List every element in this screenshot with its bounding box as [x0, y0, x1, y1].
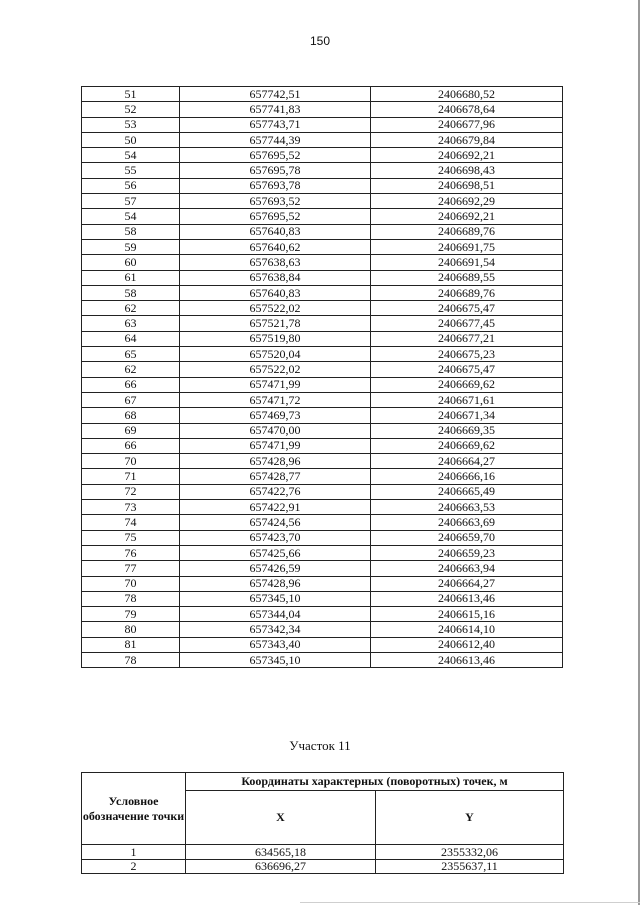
coordinate-y: 2406659,23	[371, 545, 563, 560]
coordinate-y: 2406615,16	[371, 607, 563, 622]
point-number: 55	[82, 163, 180, 178]
coordinates-table-body	[82, 87, 563, 668]
point-number: 66	[82, 377, 180, 392]
point-number: 56	[82, 178, 180, 193]
header-coordinates: Координаты характерных (поворотных) точек, м	[186, 773, 564, 791]
coordinate-y: 2406613,46	[371, 591, 563, 606]
point-number: 62	[82, 301, 180, 316]
table-row	[82, 652, 563, 667]
coordinate-y: 2406659,70	[371, 530, 563, 545]
table-row	[82, 301, 563, 316]
coordinate-x: 657423,70	[180, 530, 371, 545]
coordinate-y: 2406663,53	[371, 500, 563, 515]
coordinate-y: 2406612,40	[371, 637, 563, 652]
table-row	[82, 178, 563, 193]
point-number: 74	[82, 515, 180, 530]
table-row	[82, 163, 563, 178]
scan-edge-bottom	[300, 902, 640, 903]
coordinate-x: 657638,63	[180, 255, 371, 270]
table-row	[82, 331, 563, 346]
point-number: 67	[82, 392, 180, 407]
point-number: 72	[82, 484, 180, 499]
header-point-designation: Условное обозначение точки	[82, 773, 186, 845]
coordinate-x: 657695,52	[180, 209, 371, 224]
coordinate-x: 657422,91	[180, 500, 371, 515]
coordinate-y: 2406692,21	[371, 148, 563, 163]
coordinate-y: 2406663,69	[371, 515, 563, 530]
coordinate-x: 657471,72	[180, 392, 371, 407]
point-number: 70	[82, 454, 180, 469]
point-number: 53	[82, 117, 180, 132]
point-number: 54	[82, 209, 180, 224]
coordinate-x: 657343,40	[180, 637, 371, 652]
coordinate-x: 657428,96	[180, 454, 371, 469]
section-title: Участок 11	[289, 738, 351, 753]
coordinate-x: 657693,52	[180, 194, 371, 209]
coordinate-x: 657425,66	[180, 545, 371, 560]
table-row	[82, 239, 563, 254]
coordinate-y: 2406678,64	[371, 102, 563, 117]
point-number: 77	[82, 561, 180, 576]
point-number: 2	[82, 860, 186, 874]
coordinate-y: 2406675,47	[371, 301, 563, 316]
table-row	[82, 530, 563, 545]
point-number: 71	[82, 469, 180, 484]
table-row	[82, 132, 563, 147]
coordinate-x: 657424,56	[180, 515, 371, 530]
table-row	[82, 285, 563, 300]
point-number: 80	[82, 622, 180, 637]
coordinate-y: 2406664,27	[371, 454, 563, 469]
coordinate-x: 657428,96	[180, 576, 371, 591]
coordinate-x: 657744,39	[180, 132, 371, 147]
coordinate-y: 2355637,11	[376, 860, 564, 874]
coordinate-x: 657521,78	[180, 316, 371, 331]
coordinate-x: 657422,76	[180, 484, 371, 499]
table-row	[82, 148, 563, 163]
coordinate-y: 2406679,84	[371, 132, 563, 147]
table-row	[82, 561, 563, 576]
coordinate-y: 2406689,55	[371, 270, 563, 285]
point-number: 62	[82, 362, 180, 377]
coordinate-x: 657522,02	[180, 362, 371, 377]
point-number: 78	[82, 591, 180, 606]
table-row	[82, 454, 563, 469]
table-row	[82, 845, 564, 860]
coordinate-x: 657640,83	[180, 224, 371, 239]
table-row	[82, 194, 563, 209]
table-row	[82, 347, 563, 362]
coordinate-y: 2406664,27	[371, 576, 563, 591]
coordinate-y: 2355332,06	[376, 845, 564, 860]
coordinate-y: 2406663,94	[371, 561, 563, 576]
table-row	[82, 209, 563, 224]
coordinate-y: 2406669,35	[371, 423, 563, 438]
table-row	[82, 576, 563, 591]
table-row	[82, 102, 563, 117]
coordinate-x: 657640,62	[180, 239, 371, 254]
table-row	[82, 438, 563, 453]
coordinate-x: 657426,59	[180, 561, 371, 576]
coordinate-y: 2406671,34	[371, 408, 563, 423]
coordinate-x: 657695,52	[180, 148, 371, 163]
table-row	[82, 469, 563, 484]
table-row	[82, 423, 563, 438]
table-row	[82, 860, 564, 874]
coordinate-x: 657470,00	[180, 423, 371, 438]
coordinate-x: 657640,83	[180, 285, 371, 300]
coordinate-y: 2406691,54	[371, 255, 563, 270]
coordinate-x: 657471,99	[180, 377, 371, 392]
coordinate-x: 657345,10	[180, 591, 371, 606]
table-row	[82, 224, 563, 239]
point-number: 61	[82, 270, 180, 285]
table-row	[82, 362, 563, 377]
table-row	[82, 392, 563, 407]
coordinates-table	[81, 86, 563, 668]
coordinate-x: 657693,78	[180, 178, 371, 193]
table-row	[82, 484, 563, 499]
point-number: 59	[82, 239, 180, 254]
point-number: 1	[82, 845, 186, 860]
point-number: 63	[82, 316, 180, 331]
coordinate-x: 657344,04	[180, 607, 371, 622]
coordinate-y: 2406692,21	[371, 209, 563, 224]
coordinate-x: 657742,51	[180, 87, 371, 102]
coordinate-y: 2406675,47	[371, 362, 563, 377]
point-number: 73	[82, 500, 180, 515]
coordinate-y: 2406613,46	[371, 652, 563, 667]
coordinate-y: 2406665,49	[371, 484, 563, 499]
coordinate-y: 2406614,10	[371, 622, 563, 637]
table-row	[82, 255, 563, 270]
table-row	[82, 500, 563, 515]
header-x: X	[186, 791, 376, 845]
coordinate-y: 2406680,52	[371, 87, 563, 102]
table-row	[82, 545, 563, 560]
coordinate-x: 657519,80	[180, 331, 371, 346]
coordinate-x: 657520,04	[180, 347, 371, 362]
point-number: 68	[82, 408, 180, 423]
point-number: 79	[82, 607, 180, 622]
table-row	[82, 87, 563, 102]
point-number: 58	[82, 285, 180, 300]
coordinate-y: 2406689,76	[371, 285, 563, 300]
point-number: 76	[82, 545, 180, 560]
coordinate-y: 2406675,23	[371, 347, 563, 362]
coordinate-y: 2406691,75	[371, 239, 563, 254]
point-number: 64	[82, 331, 180, 346]
coordinate-x: 657695,78	[180, 163, 371, 178]
table-row	[82, 316, 563, 331]
coordinate-y: 2406677,96	[371, 117, 563, 132]
table-row	[82, 515, 563, 530]
coordinate-y: 2406669,62	[371, 377, 563, 392]
table-row	[82, 117, 563, 132]
point-number: 66	[82, 438, 180, 453]
table-row	[82, 622, 563, 637]
table-row	[82, 591, 563, 606]
point-number: 58	[82, 224, 180, 239]
point-number: 57	[82, 194, 180, 209]
coordinate-y: 2406677,21	[371, 331, 563, 346]
coordinate-x: 657342,34	[180, 622, 371, 637]
section-coordinates-table	[81, 772, 564, 874]
coordinate-x: 657638,84	[180, 270, 371, 285]
coordinate-x: 657428,77	[180, 469, 371, 484]
table-row	[82, 408, 563, 423]
point-number: 75	[82, 530, 180, 545]
point-number: 78	[82, 652, 180, 667]
point-number: 50	[82, 132, 180, 147]
point-number: 69	[82, 423, 180, 438]
coordinate-x: 657743,71	[180, 117, 371, 132]
point-number: 81	[82, 637, 180, 652]
coordinate-y: 2406698,43	[371, 163, 563, 178]
coordinate-y: 2406666,16	[371, 469, 563, 484]
coordinate-x: 636696,27	[186, 860, 376, 874]
point-number: 65	[82, 347, 180, 362]
table-row	[82, 377, 563, 392]
coordinate-y: 2406698,51	[371, 178, 563, 193]
coordinate-x: 657469,73	[180, 408, 371, 423]
coordinate-x: 657471,99	[180, 438, 371, 453]
table-row	[82, 637, 563, 652]
page-number: 150	[309, 34, 331, 48]
table-row	[82, 270, 563, 285]
coordinate-y: 2406671,61	[371, 392, 563, 407]
point-number: 54	[82, 148, 180, 163]
point-number: 70	[82, 576, 180, 591]
coordinate-x: 634565,18	[186, 845, 376, 860]
point-number: 60	[82, 255, 180, 270]
coordinate-y: 2406677,45	[371, 316, 563, 331]
coordinate-x: 657522,02	[180, 301, 371, 316]
point-number: 52	[82, 102, 180, 117]
coordinate-x: 657741,83	[180, 102, 371, 117]
header-y: Y	[376, 791, 564, 845]
coordinate-y: 2406669,62	[371, 438, 563, 453]
point-number: 51	[82, 87, 180, 102]
coordinate-y: 2406692,29	[371, 194, 563, 209]
table-row	[82, 607, 563, 622]
coordinate-x: 657345,10	[180, 652, 371, 667]
coordinate-y: 2406689,76	[371, 224, 563, 239]
